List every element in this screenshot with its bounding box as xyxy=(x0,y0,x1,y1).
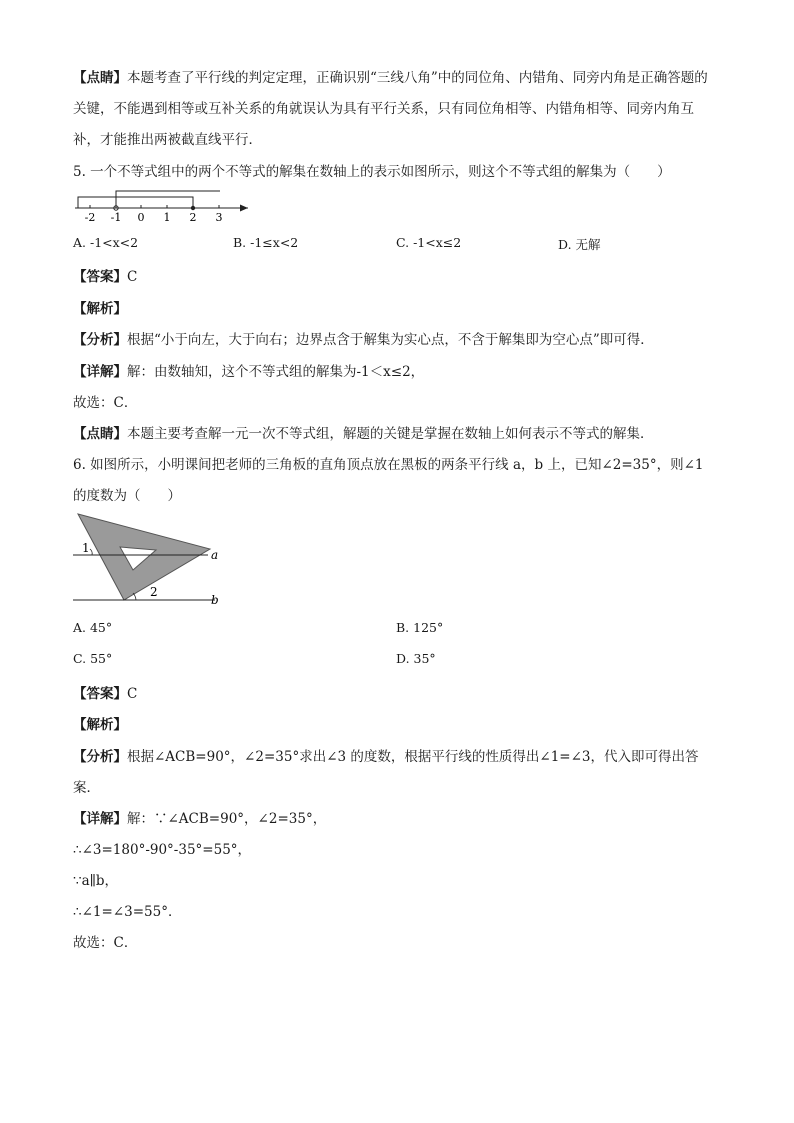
q5-choose: 故选：C． xyxy=(73,395,138,411)
q6-detail-line-4: ∴∠1=∠3=55°． xyxy=(73,904,182,920)
q6-option-a: A. 45° xyxy=(73,620,113,635)
q6-detail-line-1 xyxy=(73,807,326,827)
q6-analysis-heading: 【解析】 xyxy=(73,717,127,733)
q6-stem-line-1: 6. 如图所示，小明课间把老师的三角板的直角顶点放在黑板的两条平行线 a，b 上，已知∠2=35°，则∠1 xyxy=(73,457,704,473)
q5-comment-text: 本题主要考查解一元一次不等式组，解题的关键是掌握在数轴上如何表示不等式的解集． xyxy=(127,426,654,442)
q6-stem-line-2: 的度数为（ ） xyxy=(73,488,181,504)
q6-fenxi-line-2: 案． xyxy=(73,780,100,796)
q5-answer xyxy=(73,265,137,285)
q5-tick-label: 0 xyxy=(137,211,145,224)
q6-choose: 故选：C． xyxy=(73,935,138,951)
angle-1-arc xyxy=(90,549,92,555)
q5-comment-tag: 【点睛】 xyxy=(73,426,127,442)
q5-analysis-heading: 【解析】 xyxy=(73,301,127,317)
prev-comment-tag: 【点睛】 xyxy=(73,70,127,86)
q5-detail-text: 解：由数轴知，这个不等式组的解集为-1＜x≤2， xyxy=(127,364,425,380)
prev-comment-line-2: 关键，不能遇到相等或互补关系的角就误认为具有平行关系，只有同位角相等、内错角相等、同旁内角互 xyxy=(73,101,694,117)
q6-answer-value: C xyxy=(127,686,138,702)
q5-bracket-greater-than-neg1 xyxy=(116,191,220,208)
q5-fenxi-text: 根据“小于向左，大于向右；边界点含于解集为实心点，不含于解集即为空心点”即可得． xyxy=(127,332,654,348)
q5-option-b: B. -1≤x<2 xyxy=(233,235,299,250)
q5-tick-label: -1 xyxy=(110,211,122,224)
q5-fenxi xyxy=(73,328,654,348)
q6-detail-line-2: ∴∠3=180°-90°-35°=55°， xyxy=(73,842,252,858)
line-a-label: a xyxy=(211,548,219,562)
q6-detail-line-3: ∵a∥b， xyxy=(73,873,119,889)
prev-comment-line-1 xyxy=(73,66,708,86)
q5-comment xyxy=(73,422,654,442)
angle-1-label: 1 xyxy=(82,541,90,555)
q6-detail-tag: 【详解】 xyxy=(73,811,127,827)
q6-option-b: B. 125° xyxy=(396,620,444,635)
triangle-ruler xyxy=(78,514,210,600)
q5-option-d: D. 无解 xyxy=(558,237,601,252)
q5-tick-label: 2 xyxy=(189,211,197,224)
q5-tick-label: 1 xyxy=(163,211,171,224)
q5-detail-tag: 【详解】 xyxy=(73,364,127,380)
q5-tick-label: -2 xyxy=(84,211,96,224)
q5-stem: 5. 一个不等式组中的两个不等式的解集在数轴上的表示如图所示，则这个不等式组的解集为（ ） xyxy=(73,164,671,180)
q6-option-d: D. 35° xyxy=(396,651,436,666)
q6-answer-tag: 【答案】 xyxy=(73,686,127,702)
q6-fenxi-text-1: 根据∠ACB=90°，∠2=35°求出∠3 的度数，根据平行线的性质得出∠1=∠3，代入即可得出答 xyxy=(127,749,699,765)
line-b-label: b xyxy=(211,593,219,607)
q6-option-c: C. 55° xyxy=(73,651,113,666)
q5-answer-value: C xyxy=(127,269,138,285)
q5-answer-tag: 【答案】 xyxy=(73,269,127,285)
q5-bracket-less-equal-2 xyxy=(78,197,193,208)
q5-fenxi-tag: 【分析】 xyxy=(73,332,127,348)
q6-detail-text-1: 解：∵∠ACB=90°，∠2=35°， xyxy=(127,811,327,827)
q5-number-line-figure xyxy=(70,183,260,225)
q5-detail xyxy=(73,360,424,380)
prev-comment-text-1: 本题考查了平行线的判定定理，正确识别“三线八角”中的同位角、内错角、同旁内角是正确答题的 xyxy=(127,70,708,86)
q5-option-c: C. -1<x≤2 xyxy=(396,235,462,250)
q5-axis-arrow xyxy=(240,205,248,212)
prev-comment-line-3: 补，才能推出两被截直线平行． xyxy=(73,132,262,148)
q5-option-a: A. -1<x<2 xyxy=(73,235,139,250)
q6-triangle-figure xyxy=(70,512,230,608)
q6-answer xyxy=(73,682,137,702)
q5-tick-label: 3 xyxy=(215,211,223,224)
angle-2-label: 2 xyxy=(150,585,158,599)
q6-fenxi-line-1 xyxy=(73,745,699,765)
q6-fenxi-tag: 【分析】 xyxy=(73,749,127,765)
